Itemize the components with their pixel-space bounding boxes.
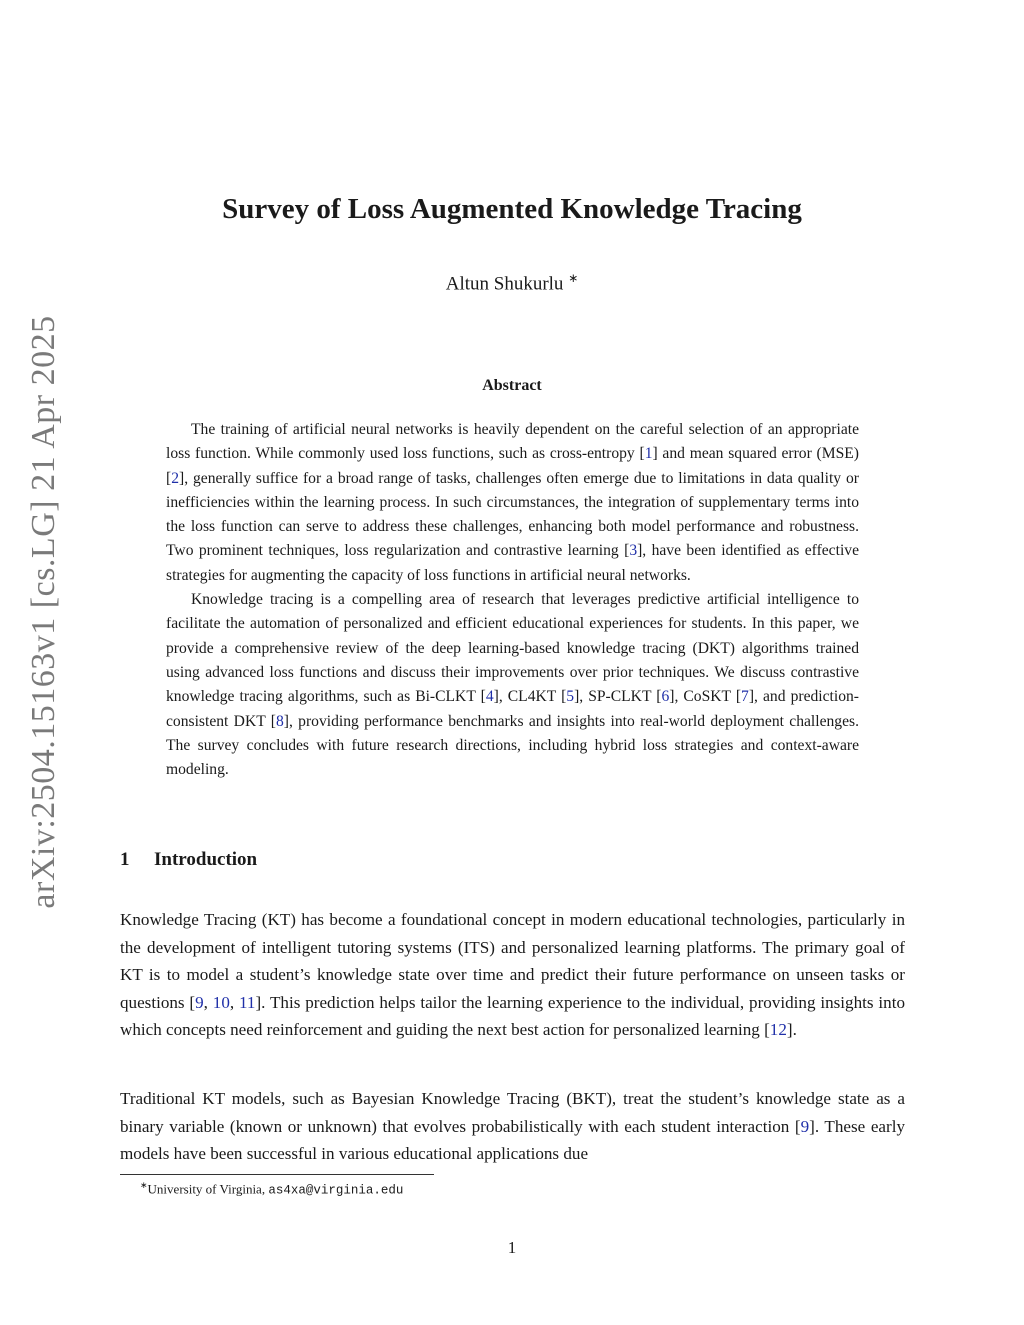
section-title: Introduction [154,849,258,870]
citation-link[interactable]: 7 [741,688,749,706]
abstract-body [166,418,859,782]
paper-title: Survey of Loss Augmented Knowledge Tracing [222,193,802,225]
section-heading [120,849,257,871]
citation-link[interactable]: 12 [769,1020,787,1040]
abstract-heading: Abstract [482,377,542,394]
author-line [0,271,1024,295]
citation-link[interactable]: 4 [485,688,494,706]
footnote-affiliation: University of Virginia, [147,1181,269,1197]
citation-link[interactable]: 5 [566,688,575,706]
citation-link[interactable]: 1 [644,445,653,463]
citation-link[interactable]: 8 [275,712,284,730]
author-footnote-mark[interactable]: ∗ [568,271,579,285]
abstract-paragraph: Knowledge tracing is a compelling area of research that leverages predictive artificial intelligence to facilitate the automation of personalized and efficient educational experiences for students. In this paper, we provide a comprehensive review of the deep learning-based knowledge tracing (DKT) algorithms trained using advanced loss functions and discuss their improvements over prior techniques. We discuss contrastive knowledge tracing algorithms, such as Bi-CLKT [4], CL4KT [5], SP-CLKT [6], CoSKT [7], and prediction-consistent DKT [8], providing performance benchmarks and insights into real-world deployment challenges. The survey concludes with future research directions, including hybrid loss strategies and context-aware modeling. [166,591,859,779]
abstract-paragraph: The training of artificial neural networks is heavily dependent on the careful selection of an appropriate loss function. While commonly used loss functions, such as cross-entropy [1] and mean squared error (MSE) [2], generally suffice for a broad range of tasks, challenges often emerge due to limitations in data quality or inefficiencies within the learning process. In such circumstances, the integration of supplementary terms into the loss function can serve to address these challenges, enhancing both model performance and robustness. Two prominent techniques, loss regularization and contrastive learning [3], have been identified as effective strategies for augmenting the capacity of loss functions in artificial neural networks. [166,421,860,584]
citation-link[interactable]: 3 [629,542,638,560]
page-number: 1 [507,1238,517,1257]
citation-link[interactable]: 9 [800,1116,810,1136]
body-paragraph: Knowledge Tracing (KT) has become a foundational concept in modern educational technologies, particularly in the development of intelligent tutoring systems (ITS) and personalized learning platforms. The primary goal of KT is to model a student’s knowledge state over time and predict their future performance on unseen tasks or questions [9, 10, 11]. This prediction helps tailor the learning experience to the individual, providing insights into which concepts need reinforcement and guiding the next best action for personalized learning [12]. [120,910,905,1040]
footnote-mark: ∗ [140,1180,148,1190]
arxiv-identifier: arXiv:2504.15163v1 [cs.LG] 21 Apr 2025 [25,315,62,909]
footnote-email[interactable]: as4xa@virginia.edu [268,1183,404,1198]
citation-link[interactable]: 10 [212,992,230,1012]
citation-link[interactable]: 6 [661,688,670,706]
citation-link[interactable]: 2 [171,469,179,487]
footnote [140,1180,403,1197]
body-paragraph: Traditional KT models, such as Bayesian Knowledge Tracing (BKT), treat the student’s knowledge state as a binary variable (known or unknown) that evolves probabilistically with each student interaction [9]. These early models have been successful in various educational applications due [120,1089,905,1164]
author-name: Altun Shukurlu [445,273,564,295]
section-number: 1 [120,849,130,870]
citation-link[interactable]: 9 [195,992,204,1012]
citation-link[interactable]: 11 [239,992,256,1012]
footnote-divider [120,1174,434,1175]
